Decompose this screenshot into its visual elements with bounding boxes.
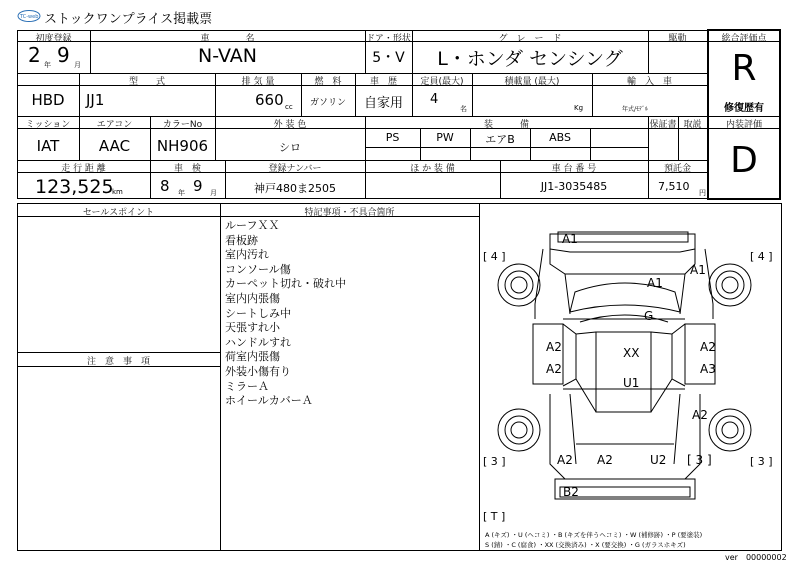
history-value: 自家用 — [363, 96, 403, 111]
damage-door-rl: A2 — [546, 362, 562, 376]
exterior-header: 外 装 色 — [273, 120, 307, 130]
overall-header: 総合評価点 — [721, 34, 767, 44]
aircon-header: エアコン — [96, 120, 133, 130]
note-item: ホイールカバーＡ — [225, 394, 313, 408]
damage-fender-right: A1 — [690, 263, 706, 277]
other-equip-header: ほ か 装 備 — [410, 164, 455, 174]
equip-airbag: エアB — [485, 133, 515, 146]
load-header: 積載量 (最大) — [504, 77, 560, 87]
damage-rear-left: A2 — [557, 453, 573, 467]
mission-value: IAT — [36, 137, 60, 155]
inspection-month: 9 — [193, 177, 203, 195]
inspection-year-unit: 年 — [178, 189, 185, 197]
capacity-unit: 名 — [460, 105, 467, 113]
chassis-header: 車 台 番 号 — [551, 164, 597, 174]
mark-front-left: [ 4 ] — [483, 250, 506, 263]
page-title: ストックワンプライス掲載票 — [44, 12, 213, 27]
interior-eval-header: 内装評価 — [725, 120, 762, 130]
damage-quarter-right: A2 — [692, 408, 708, 422]
fuel-value: ガソリン — [309, 98, 346, 108]
damage-bumper: B2 — [563, 485, 579, 499]
first-reg-year-unit: 年 — [44, 61, 51, 69]
displacement-unit: cc — [285, 103, 293, 111]
damage-rear-center: A2 — [597, 453, 613, 467]
note-item: 室内汚れ — [225, 248, 269, 262]
note-item: 外装小傷有り — [225, 364, 291, 378]
damage-roof-top: A1 — [562, 232, 578, 246]
damage-glass: G — [644, 309, 654, 323]
mission-header: ミッション — [25, 120, 71, 130]
note-item: ハンドルすれ — [225, 335, 291, 349]
equipment-header: 装 備 — [483, 120, 529, 130]
interior-score: D — [730, 140, 758, 181]
displacement-value: 660 — [255, 91, 284, 109]
import-year-label: 年式/ﾓﾃﾞﾙ — [622, 106, 649, 113]
inspection-month-unit: 月 — [210, 189, 217, 197]
color-no-header: カラーNo — [162, 120, 203, 130]
damage-roof: XX — [623, 346, 640, 360]
drive-header: 駆動 — [668, 34, 687, 44]
damage-door-rr: A3 — [700, 362, 716, 376]
note-item: シートしみ中 — [225, 306, 291, 320]
equip-pw: PW — [436, 131, 454, 144]
exterior-color-value: シロ — [279, 141, 301, 154]
overall-score: R — [731, 48, 757, 89]
damage-floor: U1 — [623, 376, 640, 390]
capacity-header: 定員(最大) — [420, 77, 464, 87]
warranty-header: 保証書 — [649, 120, 677, 130]
note-item: 天張すれ小 — [225, 321, 280, 335]
displacement-header: 排 気 量 — [241, 77, 275, 87]
note-item: ミラーＡ — [225, 379, 269, 393]
inspection-year: 8 — [160, 177, 170, 195]
grade-value: L・ホンダ センシング — [437, 48, 623, 70]
legend-line-2: S (錆) ・C (腐食) ・XX (交換済み) ・X (要交換) ・G (ガラスホキズ) — [485, 541, 686, 549]
logo — [17, 8, 41, 22]
history-header: 車 歴 — [369, 77, 397, 87]
load-unit: Kg — [574, 104, 584, 112]
manual-header: 取説 — [683, 120, 702, 130]
note-item: コンソール傷 — [225, 262, 291, 276]
first-reg-month-unit: 月 — [74, 61, 81, 69]
mark-rear-left: [ 3 ] — [483, 455, 506, 468]
overall-sub: 修復歴有 — [724, 103, 764, 114]
mark-trunk: [ T ] — [483, 510, 506, 523]
sales-points-header: セールスポイント — [82, 208, 155, 218]
damage-door-fr: A2 — [700, 340, 716, 354]
mileage-unit: km — [112, 188, 123, 196]
aircon-value: AAC — [98, 137, 131, 155]
plate-header: 登録ナンバー — [268, 164, 322, 174]
model-value: JJ1 — [86, 91, 105, 109]
special-notes-header: 特記事項・不具合箇所 — [304, 208, 395, 218]
legend-line-1: A (キズ) ・U (ヘコミ) ・B (キズを伴うヘコミ) ・W (補修跡) ・P (要塗装) — [485, 531, 703, 539]
mileage-value: 123,525 — [35, 176, 114, 198]
model-prefix: HBD — [31, 91, 65, 109]
mileage-header: 走 行 距 離 — [61, 164, 106, 174]
capacity-value: 4 — [430, 92, 439, 107]
equip-abs: ABS — [549, 131, 571, 144]
version-label: ver 00000002 — [725, 553, 787, 562]
svg-text:TC-web: TC-web — [20, 14, 39, 20]
damage-hood: A1 — [647, 276, 663, 290]
damage-door-fl: A2 — [546, 340, 562, 354]
note-item: 荷室内張傷 — [225, 350, 280, 364]
damage-rear-right: [ 3 ] — [687, 453, 712, 467]
inspection-header: 車 検 — [173, 164, 201, 174]
note-item: 看板跡 — [225, 233, 258, 247]
mark-rear-right: [ 3 ] — [750, 455, 773, 468]
fuel-header: 燃 料 — [314, 77, 342, 87]
first-reg-year: 2 — [28, 43, 41, 67]
first-reg-header: 初度登録 — [35, 34, 72, 44]
color-no-value: NH906 — [156, 137, 209, 155]
plate-value: 神戸480ま2505 — [254, 182, 336, 195]
chassis-value: JJ1-3035485 — [540, 180, 608, 193]
model-header: 型 式 — [128, 77, 165, 87]
deposit-header: 預託金 — [663, 164, 691, 174]
deposit-unit: 円 — [699, 189, 706, 197]
door-header: ドア・形状 — [366, 34, 411, 44]
vehicle-name: N-VAN — [198, 45, 257, 67]
note-item: ルーフＸＸ — [225, 219, 280, 232]
deposit-value: 7,510 — [658, 180, 690, 193]
vehicle-name-header: 車 名 — [200, 34, 255, 44]
door-type: 5・V — [372, 50, 405, 66]
grade-header: グ レ ー ド — [498, 34, 562, 44]
damage-rear-u2: U2 — [650, 453, 667, 467]
first-reg-month: 9 — [57, 43, 70, 67]
equip-ps: PS — [385, 131, 400, 144]
note-item: 室内内張傷 — [225, 291, 280, 305]
import-header: 輸 入 車 — [626, 77, 672, 87]
mark-front-right: [ 4 ] — [750, 250, 773, 263]
caution-header: 注 意 事 項 — [86, 357, 150, 367]
note-item: カーペット切れ・破れ中 — [225, 277, 346, 291]
special-notes-list — [225, 219, 346, 409]
